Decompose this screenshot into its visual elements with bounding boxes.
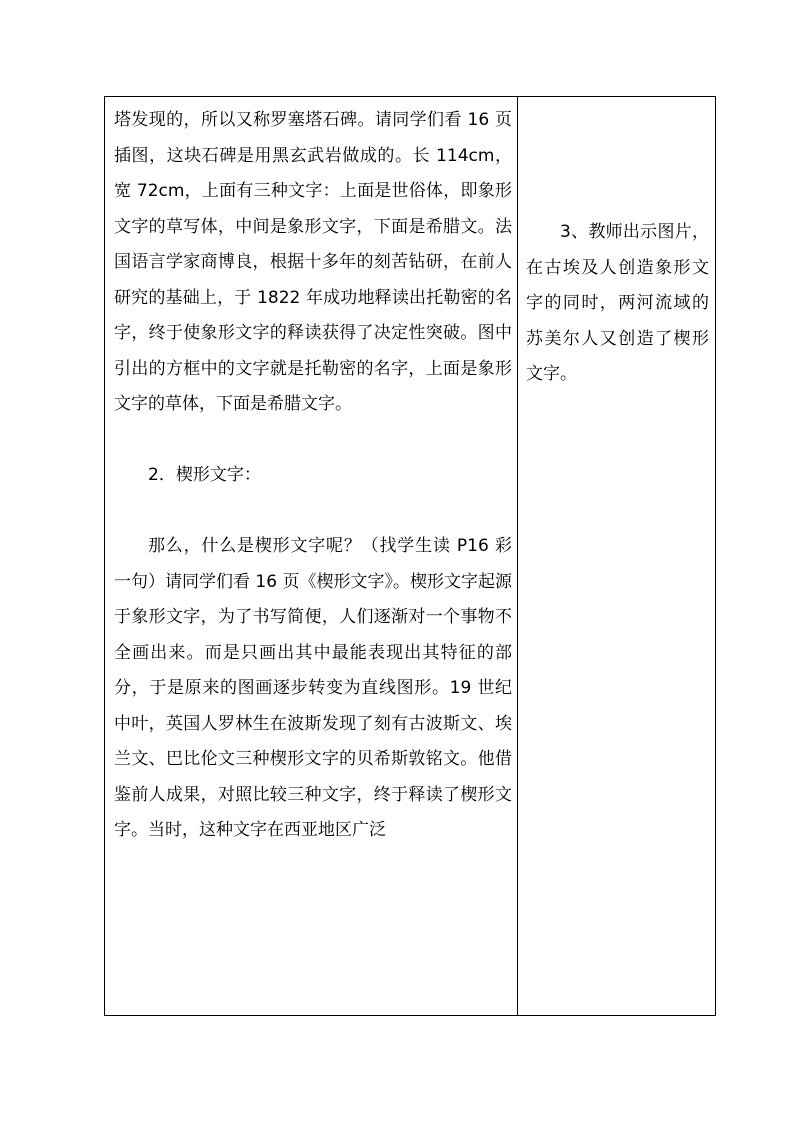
cuneiform-heading: 2．楔形文字： [148, 465, 261, 485]
cuneiform-paragraph: 那么，什么是楔形文字呢？（找学生读 P16 彩一句）请同学们看 16 页《楔形文字》。楔形文字起源于象形文字，为了书写简便，人们逐渐对一个事物不全画出来。而是只画出其中最能表现出其特征的部分，于是原来的图画逐步转变为直线图形。19 世纪中叶，英国人罗林生在波斯发现了刻有古波斯文、埃兰文、巴比伦文三种楔形文字的贝希斯敦铭文。他借鉴前人成果，对照比较三种文字，终于释读了楔形文字。当时，这种文字在西亚地区广泛 [114, 536, 512, 840]
paragraph-spacer [114, 494, 512, 530]
teacher-activity-cell [518, 97, 715, 1015]
rosetta-stone-paragraph: 塔发现的，所以又称罗塞塔石碑。请同学们看 16 页插图，这块石碑是用黑玄武岩做成的。长 114cm，宽 72cm，上面有三种文字：上面是世俗体，即象形文字的草写体，中间是象形文字，下面是希腊文。法国语言学家商博良，根据十多年的刻苦钻研，在前人研究的基础上，于 1822 年成功地释读出托勒密的名字，终于使象形文字的释读获得了决定性突破。图中引出的方框中的文字就是托勒密的名字，上面是象形文字的草体，下面是希腊文字。 [114, 110, 512, 414]
lesson-plan-table [104, 96, 716, 1016]
paragraph-spacer [114, 423, 512, 459]
teaching-content-cell [105, 97, 518, 1015]
teacher-activity-paragraph: 3、教师出示图片，在古埃及人创造象形文字的同时，两河流域的苏美尔人又创造了楔形文字。 [526, 222, 709, 384]
